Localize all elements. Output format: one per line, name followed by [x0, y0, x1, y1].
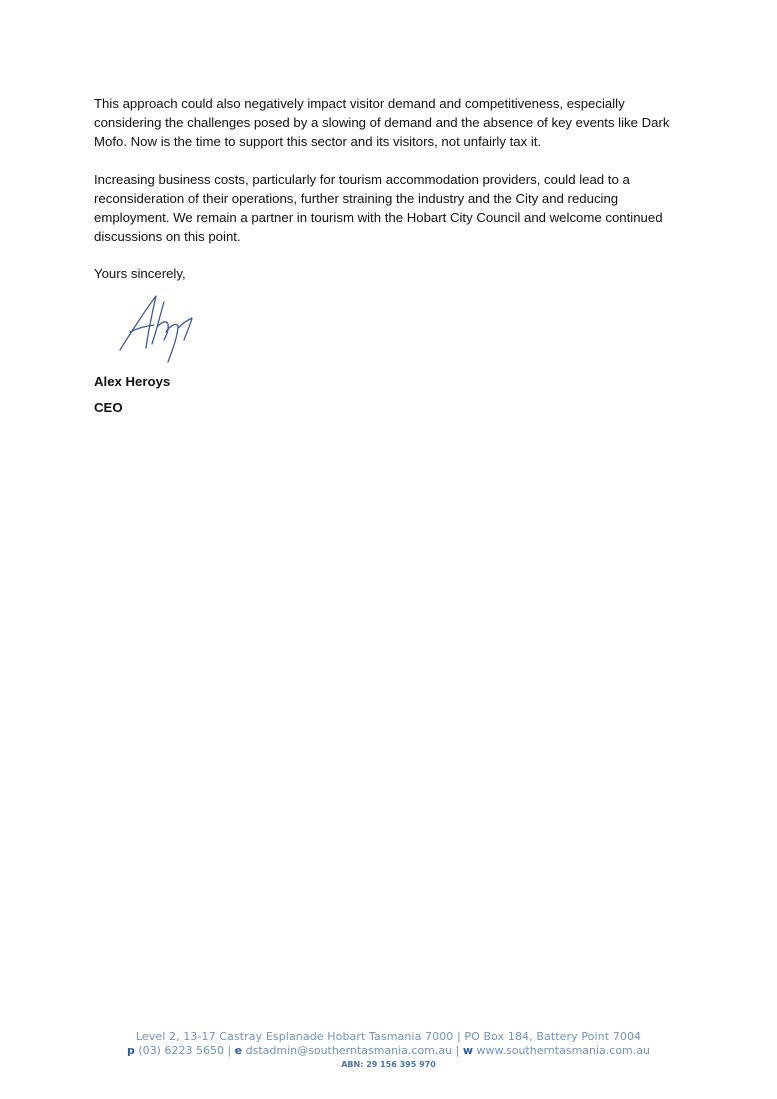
letterhead-footer	[0, 1030, 777, 1072]
footer-address: Level 2, 13-17 Castray Esplanade Hobart Tasmania 7000 | PO Box 184, Battery Point 7004	[135, 1030, 642, 1043]
signatory-title: CEO	[94, 400, 123, 415]
phone-label: p	[127, 1044, 135, 1057]
footer-abn: ABN: 29 156 395 970	[341, 1060, 436, 1069]
web-label: w	[462, 1044, 474, 1057]
email-label: e	[234, 1044, 243, 1057]
footer-separator: |	[227, 1044, 232, 1057]
footer-phone: (03) 6223 5650	[138, 1044, 224, 1057]
footer-email[interactable]: dstadmin@southerntasmania.com.au	[245, 1044, 453, 1057]
footer-separator: |	[455, 1044, 460, 1057]
body-paragraph-2: Increasing business costs, particularly for tourism accommodation providers, could lead to a reconsideration of their operations, further straining the industry and the City and reducing employment. We remain a partner in tourism with the Hobart City Council and welcome continued discussions on this point.	[94, 172, 663, 244]
signatory-name: Alex Heroys	[94, 374, 171, 389]
handwritten-signature	[112, 292, 202, 364]
footer-website[interactable]: www.southerntasmania.com.au	[476, 1044, 650, 1057]
body-paragraph-1: This approach could also negatively impact visitor demand and competitiveness, especially considering the challenges posed by a slowing of demand and the absence of key events like Dark Mofo. Now is the time to support this sector and its visitors, not unfairly tax it.	[94, 96, 670, 149]
closing-salutation: Yours sincerely,	[94, 266, 186, 281]
footer-contact-line	[0, 1044, 777, 1058]
